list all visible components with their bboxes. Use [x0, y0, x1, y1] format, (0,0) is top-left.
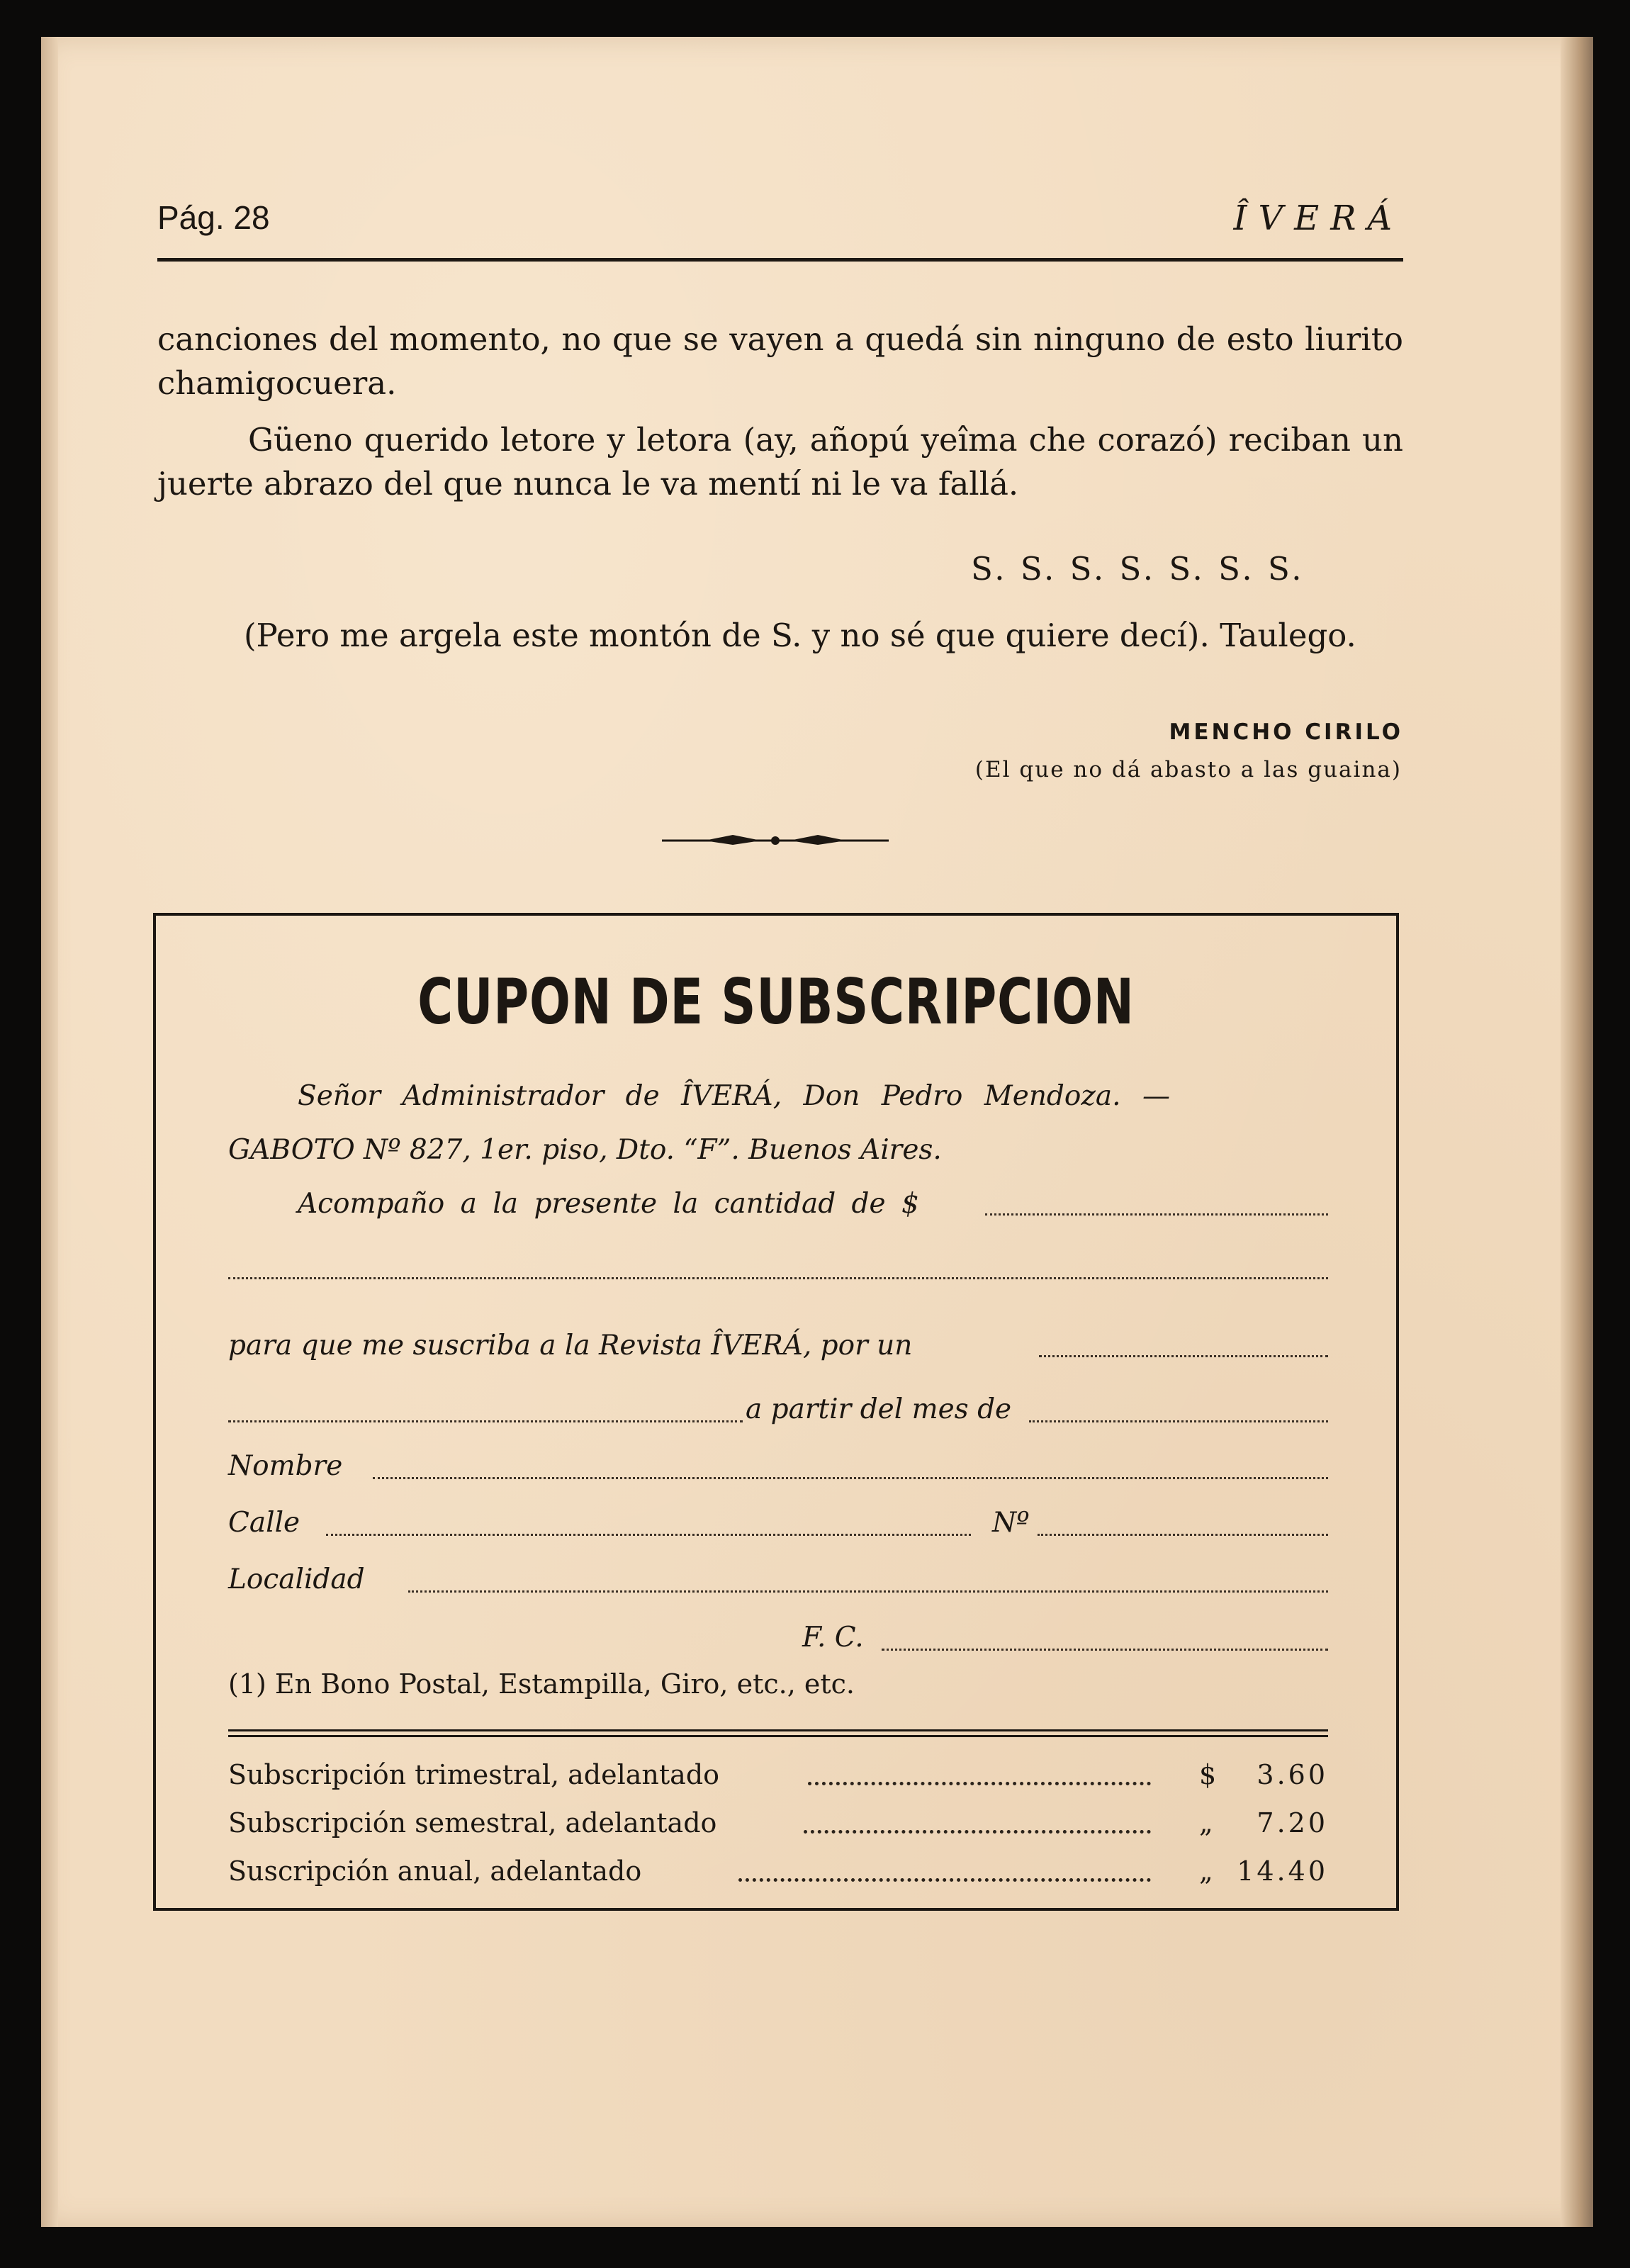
signature-letters: S. S. S. S. S. S. S. — [971, 550, 1305, 588]
price-sign: $ — [1199, 1759, 1217, 1790]
price-sign: „ — [1199, 1807, 1213, 1838]
price-leader — [738, 1878, 1151, 1882]
header-rule — [157, 258, 1403, 262]
page-number: Pág. 28 — [157, 199, 270, 236]
street-label: Calle — [228, 1507, 300, 1539]
article-paragraph-2: Güeno querido letore y letora (ay, añopú yeîma che corazó) reciban un juerte abrazo del que nunca le va mentí ni le va fallá. — [157, 421, 1403, 503]
price-value: 3.60 — [1257, 1759, 1328, 1790]
page-edge-right — [1561, 37, 1593, 2227]
author-name: MENCHO CIRILO — [1169, 719, 1403, 745]
price-rule-bottom — [228, 1735, 1328, 1737]
price-label: Suscripción anual, adelantado — [228, 1856, 642, 1887]
amount-field-continued[interactable] — [228, 1277, 1328, 1279]
street-number-field[interactable] — [1038, 1534, 1328, 1536]
amount-label: Acompaño a la presente la cantidad de $ — [298, 1188, 919, 1220]
price-row-semestral — [228, 1807, 1328, 1843]
price-sign: „ — [1199, 1856, 1213, 1887]
article-paragraph-1: canciones del momento, no que se vayen a quedá sin ninguno de esto liurito chamigocuera. — [157, 320, 1403, 402]
subscription-coupon — [153, 913, 1399, 1911]
price-label: Subscripción semestral, adelantado — [228, 1807, 717, 1838]
railway-label: F. C. — [802, 1622, 864, 1654]
price-value: 14.40 — [1237, 1856, 1328, 1887]
price-row-annual — [228, 1856, 1328, 1891]
price-leader — [804, 1830, 1151, 1834]
amount-field[interactable] — [985, 1213, 1328, 1216]
magazine-title: ÎVERÁ — [1233, 198, 1403, 238]
name-field[interactable] — [373, 1477, 1328, 1479]
coupon-address-line-2: GABOTO Nº 827, 1er. piso, Dto. “F”. Buenos Aires. — [228, 1134, 942, 1166]
payment-note: (1) En Bono Postal, Estampilla, Giro, etc., etc. — [228, 1668, 855, 1700]
price-label: Subscripción trimestral, adelantado — [228, 1759, 720, 1790]
street-field[interactable] — [326, 1534, 971, 1536]
start-month-field[interactable] — [1029, 1420, 1328, 1422]
subscribe-label: para que me suscriba a la Revista ÎVERÁ, por un — [228, 1330, 913, 1362]
ornament-divider-icon — [662, 826, 889, 855]
locality-field[interactable] — [408, 1590, 1328, 1593]
price-row-quarterly — [228, 1759, 1328, 1795]
article-paragraph-3: (Pero me argela este montón de S. y no sé que quiere decí). Taulego. — [244, 617, 1356, 654]
period-field-continued[interactable] — [228, 1420, 743, 1422]
coupon-address-line-1: Señor Administrador de ÎVERÁ, Don Pedro Mendoza. — — [298, 1080, 1170, 1112]
author-note: (El que no dá abasto a las guaina) — [974, 757, 1402, 782]
number-label: Nº — [992, 1507, 1030, 1539]
price-value: 7.20 — [1257, 1807, 1328, 1838]
page-header — [157, 198, 1403, 241]
page-edge-left — [41, 37, 58, 2227]
price-leader — [808, 1782, 1151, 1785]
locality-label: Localidad — [228, 1564, 365, 1595]
period-field[interactable] — [1039, 1355, 1328, 1357]
price-rule-top — [228, 1729, 1328, 1731]
coupon-title: CUPON DE SUBSCRIPCION — [417, 965, 1135, 1038]
railway-station-field[interactable] — [882, 1649, 1328, 1651]
name-label: Nombre — [228, 1450, 343, 1482]
from-month-label: a partir del mes de — [746, 1393, 1012, 1425]
